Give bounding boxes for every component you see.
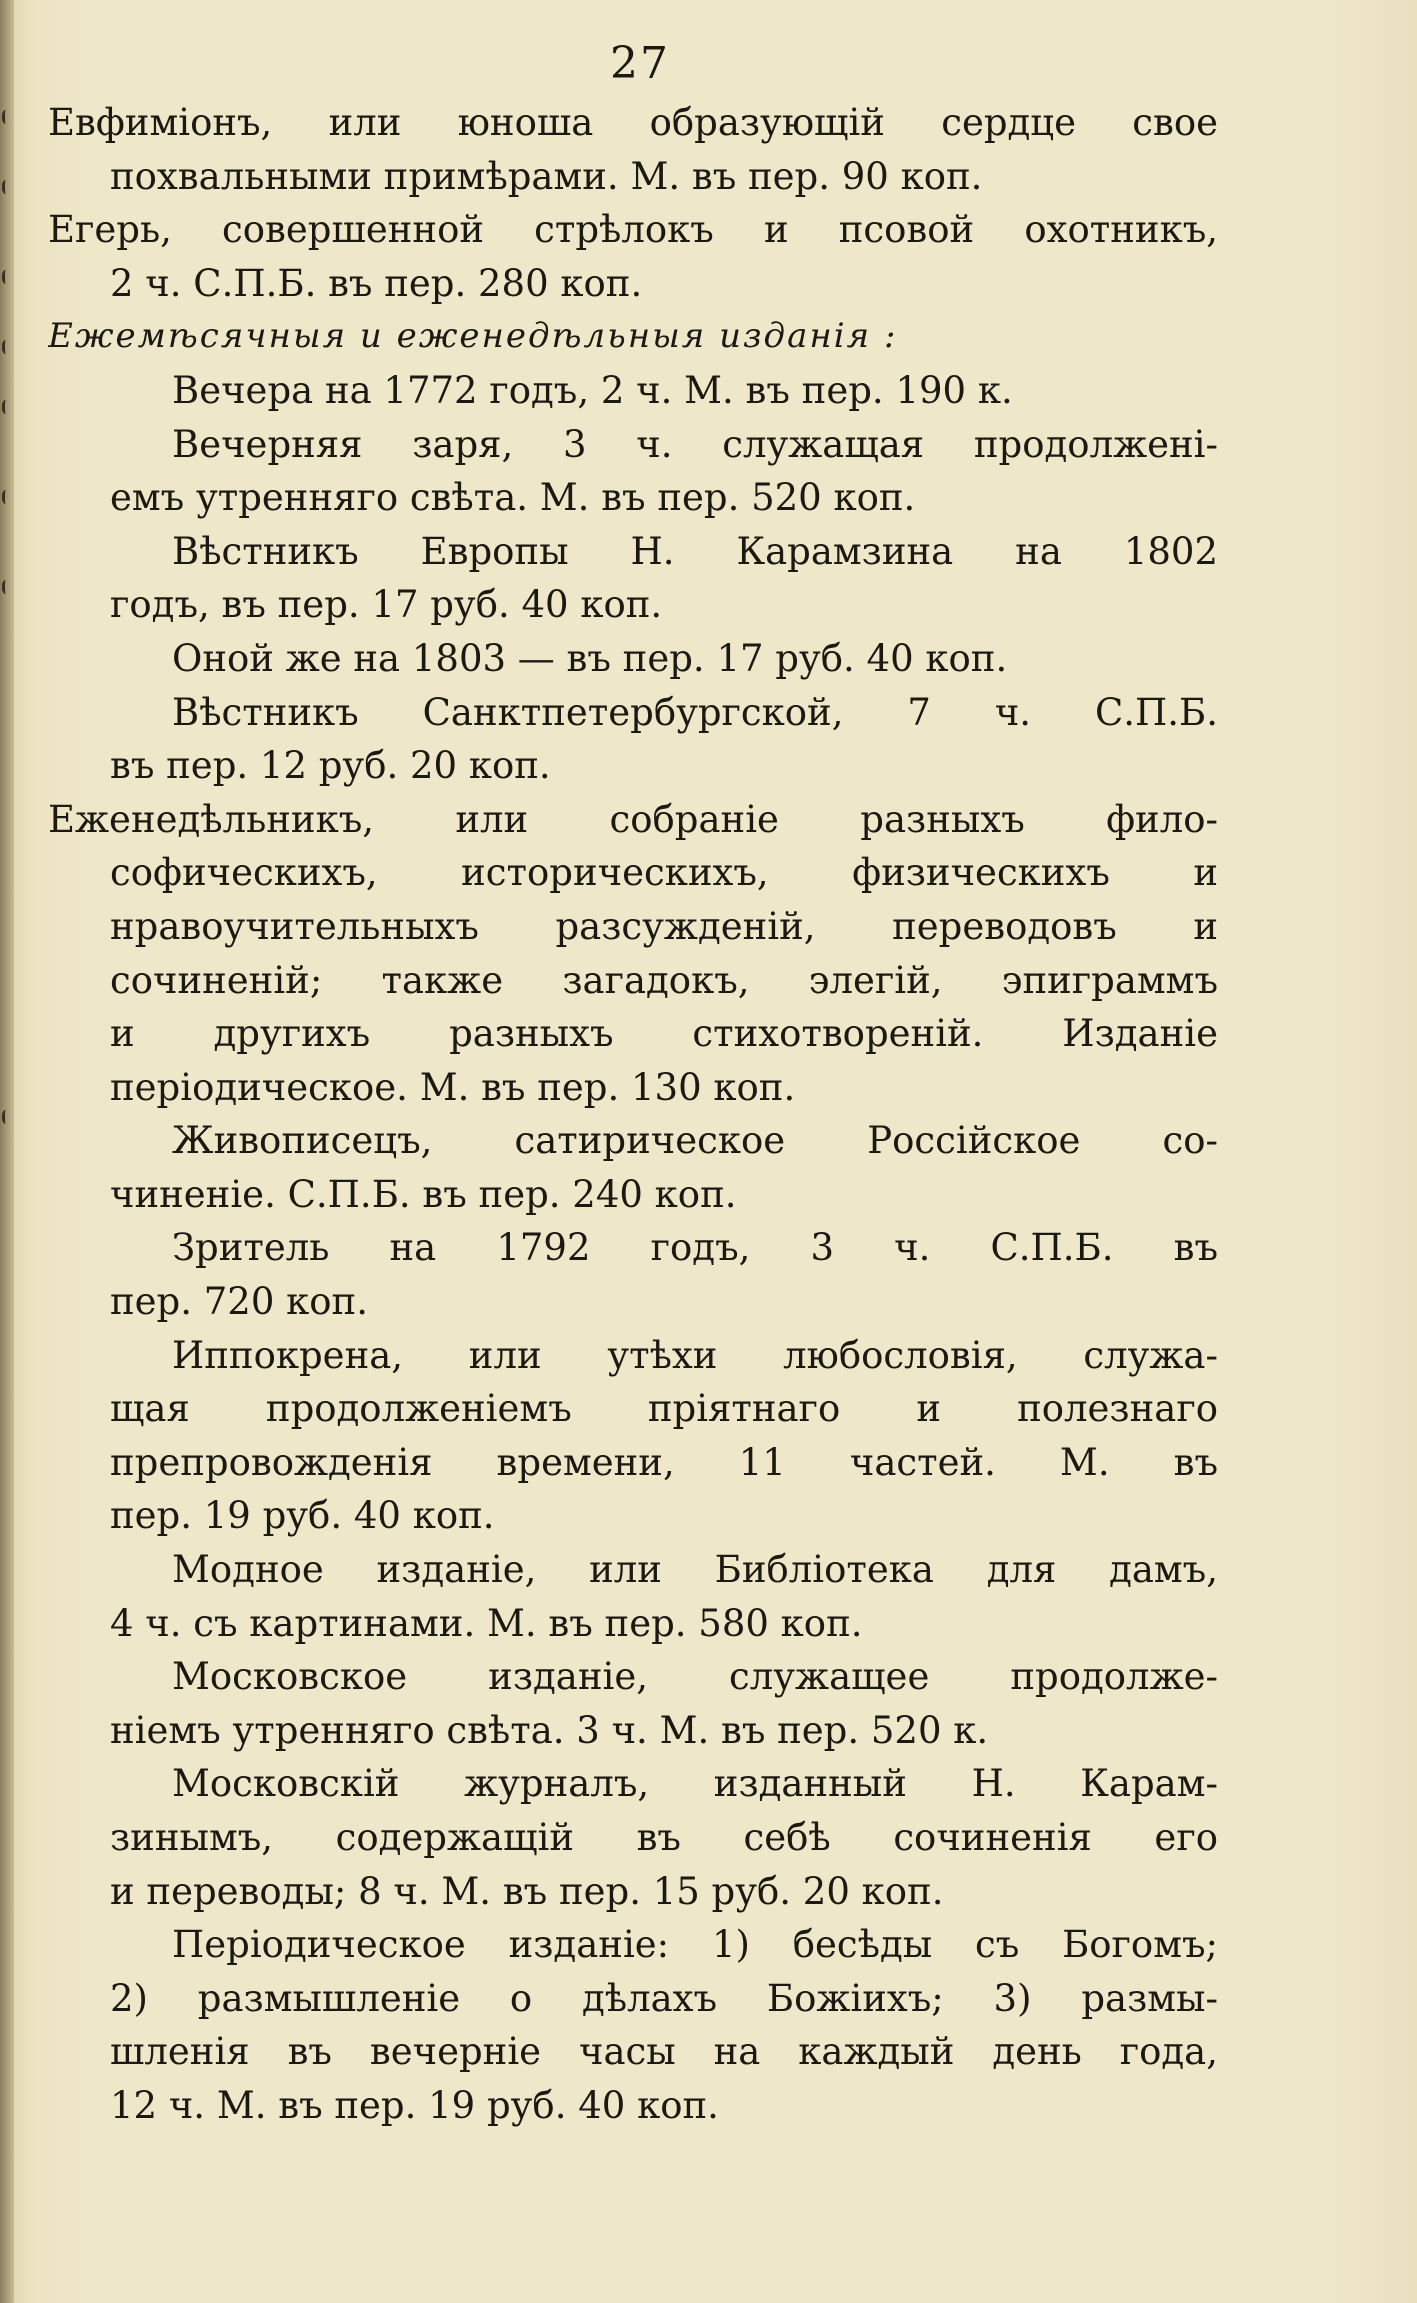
catalog-entry bbox=[48, 418, 1218, 525]
catalog-entry bbox=[48, 686, 1218, 793]
text-line: въ пер. 12 руб. 20 коп. bbox=[110, 744, 551, 788]
text-line: 4 ч. съ картинами. М. въ пер. 580 коп. bbox=[110, 1601, 863, 1645]
catalog-entry bbox=[48, 1114, 1218, 1221]
catalog-entry bbox=[48, 525, 1218, 632]
text-line: Вѣстникъ Санктпетербургской, 7 ч. С.П.Б. bbox=[172, 690, 1218, 734]
catalog-entry bbox=[48, 364, 1218, 418]
text-line: Зритель на 1792 годъ, 3 ч. С.П.Б. въ bbox=[172, 1226, 1218, 1270]
text-line: Модное изданiе, или Библiотека для дамъ, bbox=[172, 1548, 1218, 1592]
text-line: нравоучительныхъ разсужденiй, переводовъ и bbox=[110, 904, 1218, 948]
text-line: 12 ч. М. въ пер. 19 руб. 40 коп. bbox=[110, 2083, 719, 2127]
text-line: чиненiе. С.П.Б. въ пер. 240 коп. bbox=[110, 1172, 737, 1216]
catalog-entry bbox=[48, 203, 1218, 310]
catalog-entry bbox=[48, 1543, 1218, 1650]
text-line: Иппокрена, или утѣхи любословiя, служа- bbox=[172, 1333, 1218, 1377]
text-line: Московское изданiе, служащее продолже- bbox=[172, 1655, 1218, 1699]
text-line: нiемъ утренняго свѣта. 3 ч. М. въ пер. 520 к. bbox=[110, 1708, 989, 1752]
text-line: Вѣстникъ Европы Н. Карамзина на 1802 bbox=[172, 529, 1218, 573]
text-line: Московскiй журналъ, изданный Н. Карам- bbox=[172, 1762, 1218, 1806]
catalog-entry bbox=[48, 1757, 1218, 1918]
catalog-entry bbox=[48, 1650, 1218, 1757]
text-line: зинымъ, содержащiй въ себѣ сочиненiя его bbox=[110, 1816, 1218, 1859]
text-line: емъ утренняго свѣта. М. въ пер. 520 коп. bbox=[110, 476, 916, 520]
text-line: софическихъ, историческихъ, физическихъ и bbox=[110, 851, 1218, 895]
text-line: Вечера на 1772 годъ, 2 ч. М. въ пер. 190 к. bbox=[172, 368, 1013, 412]
text-line: шленiя въ вечернiе часы на каждый день года, bbox=[110, 2030, 1218, 2074]
catalog-entry bbox=[48, 1329, 1218, 1543]
text-line: Оной же на 1803 — въ пер. 17 руб. 40 коп. bbox=[172, 636, 1008, 680]
text-line: Перiодическое изданiе: 1) бесѣды съ Богомъ; bbox=[172, 1923, 1218, 1967]
text-line: пер. 19 руб. 40 коп. bbox=[110, 1494, 495, 1538]
text-line: похвальными примѣрами. М. въ пер. 90 коп. bbox=[110, 154, 983, 198]
catalog-entry bbox=[48, 1918, 1218, 2132]
text-line: перiодическое. М. въ пер. 130 коп. bbox=[110, 1065, 796, 1109]
text-line: пер. 720 коп. bbox=[110, 1280, 368, 1324]
catalog-entry bbox=[48, 1221, 1218, 1328]
catalog-entry bbox=[48, 310, 1218, 364]
text-line: годъ, въ пер. 17 руб. 40 коп. bbox=[110, 583, 663, 627]
text-line: и другихъ разныхъ стихотворенiй. Изданiе bbox=[110, 1012, 1218, 1056]
text-line: Еженедѣльникъ, или собранiе разныхъ фило- bbox=[48, 797, 1218, 841]
catalog-entry bbox=[48, 632, 1218, 686]
text-line: Ежемѣсячныя и еженедѣльныя изданія : bbox=[48, 316, 898, 357]
catalog-entry bbox=[48, 793, 1218, 1115]
text-line: 2 ч. С.П.Б. въ пер. 280 коп. bbox=[110, 261, 643, 305]
text-line: Живописецъ, сатирическое Россiйское со- bbox=[172, 1119, 1218, 1163]
text-line: сочиненiй; также загадокъ, элегiй, эпиграммъ bbox=[110, 958, 1218, 1002]
catalog-entry bbox=[48, 96, 1218, 203]
text-line: 2) размышленiе о дѣлахъ Божiихъ; 3) размы- bbox=[110, 1976, 1218, 2020]
text-line: Егерь, совершенной стрѣлокъ и псовой охотникъ, bbox=[48, 208, 1218, 252]
text-line: и переводы; 8 ч. М. въ пер. 15 руб. 20 коп. bbox=[110, 1869, 944, 1913]
text-body bbox=[48, 96, 1218, 2133]
page-number: 27 bbox=[610, 38, 670, 89]
text-line: Евфиміонъ, или юноша образующій сердце свое bbox=[48, 101, 1218, 144]
text-line: щая продолженiемъ прiятнаго и полезнаго bbox=[110, 1387, 1218, 1431]
text-line: Вечерняя заря, 3 ч. служащая продолженi- bbox=[172, 422, 1218, 466]
text-line: препровожденiя времени, 11 частей. М. въ bbox=[110, 1440, 1218, 1484]
